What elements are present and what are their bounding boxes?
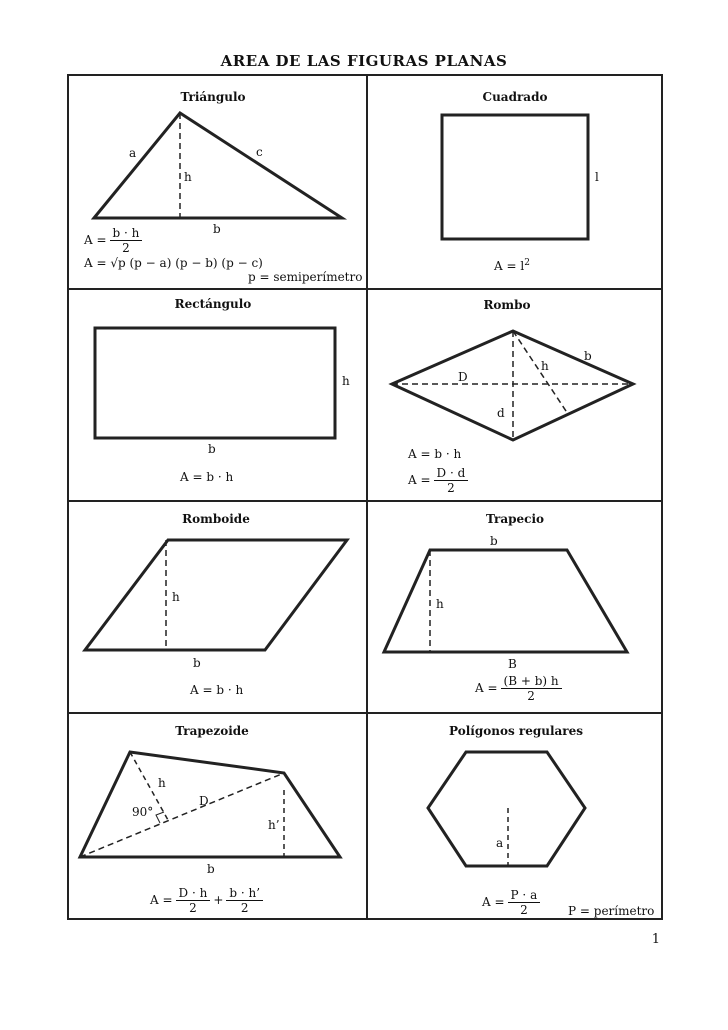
trapezoide-diagonal: [80, 773, 284, 857]
trapecio-label-b: b: [490, 534, 498, 548]
romboide-label-h: h: [172, 590, 180, 604]
trapecio-title: Trapecio: [485, 512, 545, 526]
triangle-formula-den: 2: [122, 241, 130, 255]
trapezoide-formula-plus: +: [213, 893, 224, 907]
trapezoide-label-h2: h’: [268, 818, 280, 832]
rhombus-title: Rombo: [483, 298, 531, 312]
rhombus-formula-lhs: A =: [408, 473, 431, 487]
trapezoide-title: Trapezoide: [175, 724, 249, 738]
rhombus-formula-bh: A = b · h: [408, 447, 462, 461]
triangle-formula-lhs: A =: [84, 233, 107, 247]
square-label-l: l: [595, 170, 599, 184]
rhombus-formula-den: 2: [447, 481, 455, 495]
page-number: 1: [651, 932, 660, 947]
trapecio-shape: [384, 550, 627, 652]
triangle-label-b: b: [213, 222, 221, 236]
trapezoide-formula-num1: D · h: [176, 886, 211, 901]
rectangle-formula: A = b · h: [180, 470, 234, 484]
rhombus-label-D: D: [458, 370, 468, 384]
triangle-label-a: a: [129, 146, 137, 160]
square-formula: [494, 258, 530, 273]
trapezoide-label-angle: 90°: [132, 805, 154, 819]
romboide-label-b: b: [193, 656, 201, 670]
trapecio-label-B: B: [508, 657, 517, 671]
polygons-label-a: a: [496, 836, 504, 850]
romboide-title: Romboide: [182, 512, 250, 526]
polygons-note: P = perímetro: [568, 904, 655, 918]
page-title: AREA DE LAS FIGURAS PLANAS: [220, 52, 508, 70]
rhombus-label-h: h: [541, 359, 549, 373]
polygons-formula-num: P · a: [508, 888, 541, 903]
polygons-title: Polígonos regulares: [449, 724, 583, 738]
trapezoide-formula-num2: b · h’: [226, 886, 263, 901]
rectangle-label-b: b: [208, 442, 216, 456]
trapezoide-formula-den1: 2: [189, 901, 197, 915]
rectangle-shape: [95, 328, 335, 438]
trapecio-label-h: h: [436, 597, 444, 611]
triangle-label-h: h: [184, 170, 192, 184]
triangle-note: p = semiperímetro: [248, 270, 363, 284]
romboide-formula: A = b · h: [190, 683, 244, 697]
square-shape: [442, 115, 588, 239]
trapezoide-right-angle: [156, 812, 164, 823]
trapezoide-label-b: b: [207, 862, 215, 876]
triangle-title: Triángulo: [180, 90, 246, 104]
hexagon-shape: [428, 752, 585, 866]
triangle-formula-basic: [84, 226, 145, 255]
trapezoide-formula-den2: 2: [240, 901, 249, 915]
triangle-formula-num: b · h: [110, 226, 143, 241]
trapezoide-formula-lhs: A =: [150, 893, 173, 907]
rhombus-formula-num: D · d: [434, 466, 469, 481]
polygons-formula-den: 2: [520, 903, 528, 917]
square-title: Cuadrado: [482, 90, 548, 104]
trapecio-formula-num: (B + b) h: [501, 674, 562, 689]
trapecio-formula-lhs: A =: [475, 681, 498, 695]
trapezoide-label-D: D: [199, 794, 209, 808]
romboide-shape: [85, 540, 347, 650]
triangle-formula-heron: A = √p (p − a) (p − b) (p − c): [84, 256, 263, 270]
triangle-label-c: c: [256, 145, 263, 159]
rhombus-label-b: b: [584, 349, 592, 363]
rhombus-label-d: d: [497, 406, 505, 420]
polygons-formula-lhs: A =: [482, 895, 505, 909]
trapezoide-label-h: h: [158, 776, 166, 790]
triangle-shape: [94, 113, 342, 218]
rectangle-title: Rectángulo: [174, 297, 252, 311]
trapecio-formula: [475, 674, 565, 703]
rhombus-formula-diagonals: [408, 466, 471, 495]
trapecio-formula-den: 2: [527, 689, 535, 703]
square-formula-base: A = l: [494, 259, 525, 273]
square-formula-exp: 2: [524, 258, 530, 268]
rectangle-label-h: h: [342, 374, 350, 388]
polygons-formula: [482, 888, 543, 917]
trapezoide-formula: [150, 886, 266, 915]
